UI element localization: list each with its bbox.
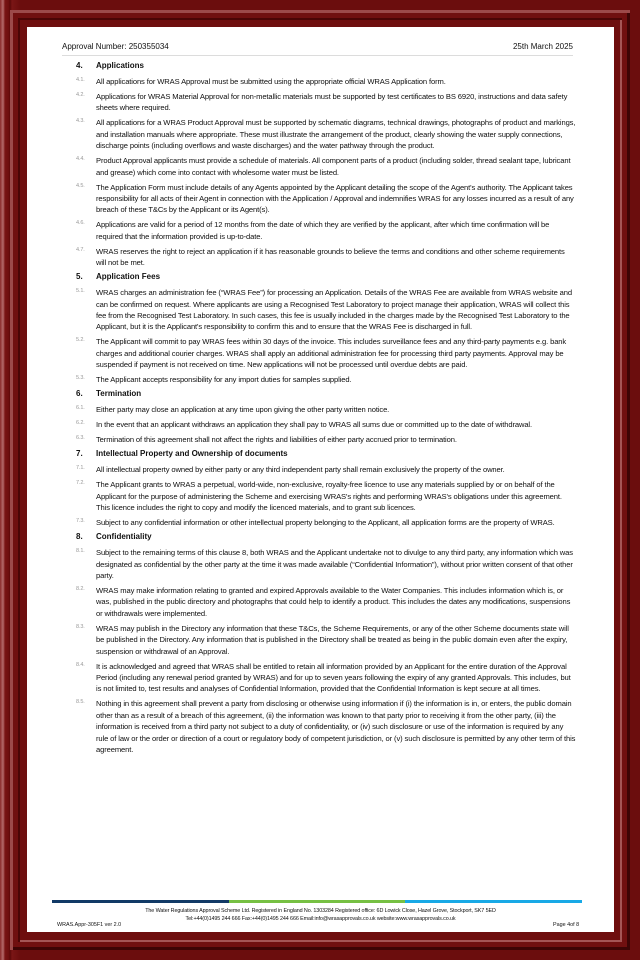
clause <box>76 336 576 370</box>
clause <box>76 91 576 114</box>
clause-number: 6.1. <box>76 405 85 412</box>
footer-bar-green <box>229 900 406 903</box>
clause-number: 6.3. <box>76 435 85 442</box>
clause <box>76 404 576 415</box>
clause <box>76 246 576 269</box>
clause-number: 4.4. <box>76 156 85 163</box>
clause <box>76 661 576 695</box>
clause-text: The Applicant will commit to pay WRAS fees within 30 days of the invoice. This includes surveillance fees and any third-party payments e.g. bank charges and additional courier charges. WRAS shall apply an additional administration fee for processing third party payments. Approval may be suspended if payment is not received on time. New applications will not be processed until overdue debts are paid. <box>96 337 567 370</box>
clause <box>76 623 576 657</box>
footer-page-number: Page 4of 8 <box>553 922 580 928</box>
clause-number: 7.2. <box>76 480 85 487</box>
section-title: Termination <box>96 389 142 399</box>
approval-number: Approval Number: 250355034 <box>62 42 169 51</box>
clause <box>76 76 576 87</box>
clause <box>76 374 576 385</box>
clause-text: The Applicant accepts responsibility for any import duties for samples supplied. <box>96 375 352 385</box>
footer-color-bar <box>52 900 582 903</box>
clause-number: 4.7. <box>76 246 85 253</box>
footer-bar-cyan <box>405 900 582 903</box>
section-heading <box>76 449 576 459</box>
clause <box>76 585 576 619</box>
clause-number: 5.2. <box>76 337 85 344</box>
clause-number: 4.3. <box>76 118 85 125</box>
clause-text: Applications for WRAS Material Approval for non-metallic materials must be supported by test certificates to BS 6920, instructions and data safety sheets where required. <box>96 92 568 113</box>
clause-number: 8.1. <box>76 548 85 555</box>
clause-text: Subject to any confidential information or other intellectual property belonging to the Applicant, all application forms are the property of WRAS. <box>96 518 555 528</box>
section-number: 6. <box>76 389 83 399</box>
clause-text: All intellectual property owned by either party or any third independent party shall remain exclusively the property of the owner. <box>96 465 505 475</box>
section-number: 8. <box>76 532 83 542</box>
section-number: 5. <box>76 272 83 282</box>
clause-text: Nothing in this agreement shall prevent a party from disclosing or otherwise using information if (i) the information is in, or enters, the public domain other than as a result of a breach of this agreement, (ii) the information was known to that party prior to receiving it from the other party, (iii) the information is received from a third party not subject to a duty of confidentiality, or (iv) such disclosure or use of the information is required by any rule of law or the order or direction of a court or regulatory body of competent jurisdiction, or (v) such disclosure is permitted by any other term of this agreement. <box>96 699 576 754</box>
clause-text: Product Approval applicants must provide a schedule of materials. All component parts of a product (including solder, thread sealant tape, lubricant and grease) which come into contact with wholesome water must be listed. <box>96 156 571 177</box>
clause-number: 8.5. <box>76 699 85 706</box>
clause-text: Either party may close an application at any time upon giving the other party written notice. <box>96 405 390 415</box>
clause-text: In the event that an applicant withdraws an application they shall pay to WRAS all sums due or committed up to the date of withdrawal. <box>96 420 532 430</box>
clause-number: 4.6. <box>76 220 85 227</box>
clause-number: 8.2. <box>76 585 85 592</box>
clause-number: 7.1. <box>76 465 85 472</box>
clause-text: It is acknowledged and agreed that WRAS shall be entitled to retain all information provided by an Applicant for the entire duration of the Approval Period (including any renewal period granted by WRAS) and for up to seven years following the expiry of any granted Approvals. This includes, but is not limited to, test results and analyses of Confidential Information, provided that the Confidential Information is kept secure at all times. <box>96 661 571 694</box>
clause-text: WRAS charges an administration fee (“WRAS Fee”) for processing an Application. Details of the WRAS Fee are available from WRAS website and can be confirmed on request. Where applicants are using a Recognised Test Laboratory to project manage their application, WRAS will collect this fee from the Recognised Test Laboratory. In such cases, this fee is usually included in the charges made by the Recognised Test Laboratory to the Applicant, but it is the Applicant's responsibility to confirm this and to ensure that the WRAS Fee is discharged in full. <box>96 288 572 332</box>
clause-text: All applications for WRAS Approval must be submitted using the appropriate official WRAS Application form. <box>96 77 446 86</box>
section-title: Intellectual Property and Ownership of documents <box>96 449 288 459</box>
clause-number: 5.1. <box>76 288 85 295</box>
clause <box>76 464 576 475</box>
clause-text: Applications are valid for a period of 12 months from the date of which they are verified by the applicant, after which time confirmation will be required that the information provided is up-to-date. <box>96 220 550 241</box>
clause-number: 4.5. <box>76 182 85 189</box>
clause-number: 5.3. <box>76 375 85 382</box>
header-date: 25th March 2025 <box>512 42 573 51</box>
clause-text: WRAS may make information relating to granted and expired Approvals available to the Water Companies. This includes information which is, or was, published in the public directory and photographs that could help to identify a product. This includes the dates any modifications, suspensions or withdrawals were implemented. <box>96 585 571 618</box>
footer-company-line: The Water Regulations Approval Scheme Ltd. Registered in England No. 1303284 Registered office: 6D Lowick Close, Hazel Grove, Stockport, SK7 5ED <box>145 908 496 914</box>
clause-number: 4.1. <box>76 77 85 83</box>
clause-number: 7.3. <box>76 518 85 525</box>
clause <box>76 155 576 178</box>
clause-text: WRAS may publish in the Directory any information that these T&Cs, the Scheme Requirements, or any of the other Scheme documents state will be published in the Directory. Any information that is published in the Directory shall be treated as being in the public domain even after the expiry, suspension or withdrawal of an Approval. <box>96 623 569 656</box>
clause <box>76 698 576 755</box>
section-title: Confidentiality <box>96 532 152 542</box>
clause-number: 6.2. <box>76 420 85 427</box>
clause <box>76 287 576 333</box>
clause <box>76 479 576 513</box>
section-heading <box>76 272 576 282</box>
clause <box>76 182 576 216</box>
terms-content <box>76 59 576 759</box>
clause <box>76 117 576 151</box>
clause-text: All applications for a WRAS Product Approval must be supported by schematic diagrams, technical drawings, photographs of product and markings, and installation manuals where appropriate. These must illustrate the arrangement of the product, clearly showing the water supply connections, discharge points (including overflows and waste discharges) and the water pathway through the product. <box>96 118 576 151</box>
header-divider <box>62 55 573 56</box>
clause-text: Termination of this agreement shall not affect the rights and liabilities of either party accrued prior to termination. <box>96 435 457 445</box>
section-title: Application Fees <box>96 272 161 282</box>
clause <box>76 219 576 242</box>
clause <box>76 547 576 581</box>
clause <box>76 517 576 528</box>
footer-contact-line: Tel:+44(0)1495 244 666 Fax:+44(0)1495 244 666 Email:info@wrasapprovals.co.uk website:www.wrasapprovals.co.uk <box>185 916 456 922</box>
clause-text: The Applicant grants to WRAS a perpetual, world-wide, non-exclusive, royalty-free licence to use any materials supplied by or on behalf of the Applicant for the purpose of administering the Scheme and exercising WRAS's rights and performing WRAS's obligations under this agreement. This licence includes the right to copy and modify the licenced materials, and to grant sub licences. <box>96 480 562 513</box>
footer-bar-navy <box>52 900 229 903</box>
clause-text: WRAS reserves the right to reject an application if it has reasonable grounds to believe the terms and conditions and other scheme requirements will not be met. <box>96 246 565 268</box>
clause-text: Subject to the remaining terms of this clause 8, both WRAS and the Applicant undertake not to divulge to any third party, any information which was designated as confidential by the other party at the time it was made available (“Confidential Information”), without prior written consent of that other party. <box>96 548 573 580</box>
section-number: 7. <box>76 449 83 459</box>
section-title: Applications <box>96 61 145 70</box>
section-heading <box>76 532 576 542</box>
document-page <box>27 27 614 932</box>
section-number: 4. <box>76 61 83 70</box>
section-heading <box>76 389 576 399</box>
clause-number: 8.4. <box>76 661 85 668</box>
footer-doc-ref: WRAS.Appr-305F1 ver 2.0 <box>57 922 122 928</box>
clause-text: The Application Form must include details of any Agents appointed by the Applicant detailing the scope of the Agent's authority. The Applicant takes responsibility for all acts of their Agent in connection with the Application / Approval and indemnifies WRAS for any losses incurred as a result of any breach of these T&Cs by the Applicant or its Agent(s). <box>96 182 574 215</box>
clause <box>76 434 576 445</box>
clause <box>76 419 576 430</box>
page-header <box>62 42 573 51</box>
clause-number: 4.2. <box>76 92 85 98</box>
section-heading <box>76 61 576 71</box>
clause-number: 8.3. <box>76 623 85 630</box>
